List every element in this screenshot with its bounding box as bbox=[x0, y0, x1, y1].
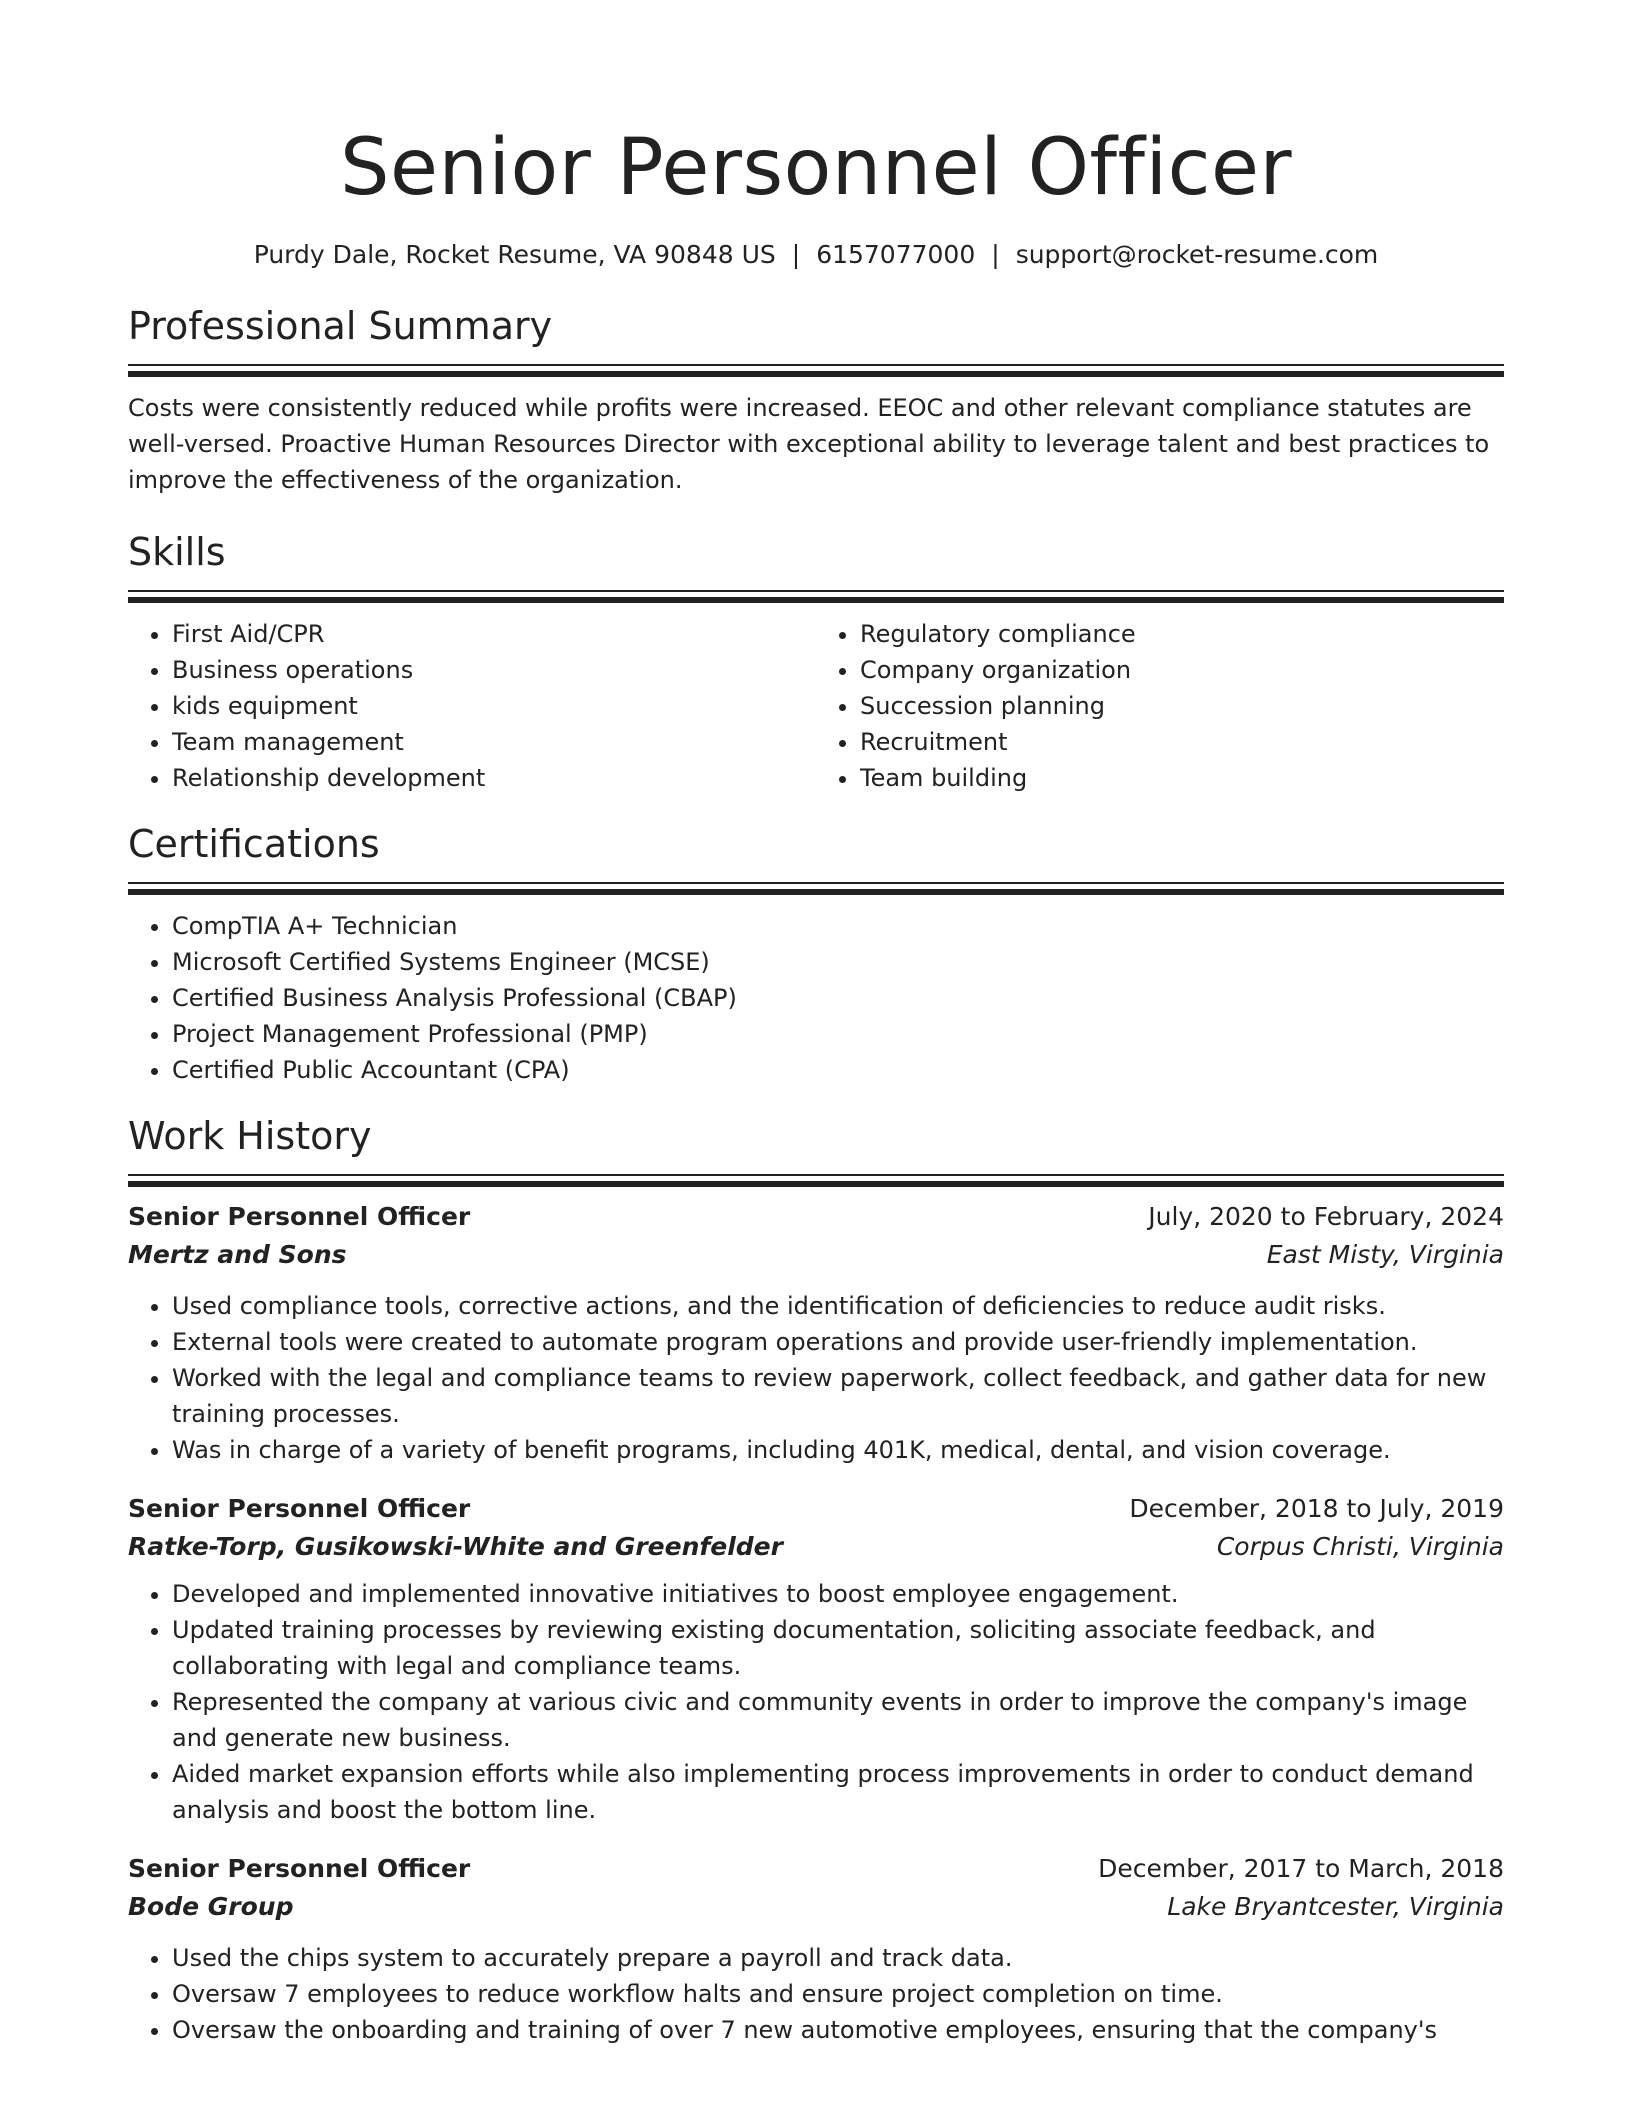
skills-columns bbox=[128, 616, 1504, 796]
list-item: • Recruitment bbox=[860, 724, 1504, 760]
job-company: Mertz and Sons bbox=[128, 1240, 347, 1269]
resume-page bbox=[128, 118, 1504, 2048]
section-divider bbox=[128, 590, 1504, 604]
list-item: • Was in charge of a variety of benefit programs, including 401K, medical, dental, and vision coverage. bbox=[172, 1432, 1504, 1468]
list-item: • Certified Public Accountant (CPA) bbox=[172, 1052, 1504, 1088]
skills-list-left bbox=[128, 616, 816, 796]
list-item: • Aided market expansion efforts while also implementing process improvements in order to conduct demand analysis and boost the bottom line. bbox=[172, 1756, 1504, 1828]
list-item: • Worked with the legal and compliance teams to review paperwork, collect feedback, and gather data for new training processes. bbox=[172, 1360, 1504, 1432]
certifications-section bbox=[128, 820, 1504, 1088]
section-title-skills: Skills bbox=[128, 530, 226, 574]
list-item: • Used the chips system to accurately prepare a payroll and track data. bbox=[172, 1940, 1504, 1976]
job-company: Ratke-Torp, Gusikowski-White and Greenfelder bbox=[128, 1532, 783, 1561]
list-item: • Regulatory compliance bbox=[860, 616, 1504, 652]
job-header bbox=[128, 1850, 1504, 1888]
section-divider bbox=[128, 882, 1504, 896]
contact-email: support@rocket-resume.com bbox=[1015, 240, 1379, 269]
list-item: • Team building bbox=[860, 760, 1504, 796]
job-header bbox=[128, 1490, 1504, 1528]
job-location: Corpus Christi, Virginia bbox=[1216, 1532, 1504, 1561]
list-item: • First Aid/CPR bbox=[172, 616, 816, 652]
job-subheader bbox=[128, 1888, 1504, 1926]
list-item: • kids equipment bbox=[172, 688, 816, 724]
job-bullets bbox=[128, 1576, 1504, 1828]
summary-section bbox=[128, 302, 1504, 498]
job-dates: December, 2017 to March, 2018 bbox=[1098, 1854, 1504, 1883]
job-subheader bbox=[128, 1528, 1504, 1566]
section-title-work-history: Work History bbox=[128, 1114, 372, 1158]
job-dates: July, 2020 to February, 2024 bbox=[1148, 1202, 1504, 1231]
list-item: • Developed and implemented innovative initiatives to boost employee engagement. bbox=[172, 1576, 1504, 1612]
job-subheader bbox=[128, 1236, 1504, 1274]
job-title: Senior Personnel Officer bbox=[128, 1854, 471, 1883]
contact-phone: 6157077000 bbox=[816, 240, 976, 269]
job-entry bbox=[128, 1490, 1504, 1828]
list-item: • Microsoft Certified Systems Engineer (MCSE) bbox=[172, 944, 1504, 980]
list-item: • Oversaw 7 employees to reduce workflow halts and ensure project completion on time. bbox=[172, 1976, 1504, 2012]
list-item: • CompTIA A+ Technician bbox=[172, 908, 1504, 944]
list-item: • External tools were created to automate program operations and provide user-friendly implementation. bbox=[172, 1324, 1504, 1360]
list-item: • Represented the company at various civic and community events in order to improve the company's image and generate new business. bbox=[172, 1684, 1504, 1756]
section-divider bbox=[128, 1174, 1504, 1188]
list-item: • Business operations bbox=[172, 652, 816, 688]
job-title: Senior Personnel Officer bbox=[128, 1494, 471, 1523]
work-history-section bbox=[128, 1112, 1504, 2048]
contact-address: Purdy Dale, Rocket Resume, VA 90848 US bbox=[253, 240, 776, 269]
contact-separator: | bbox=[991, 240, 1000, 269]
contact-separator: | bbox=[791, 240, 801, 269]
skills-list-right bbox=[816, 616, 1504, 796]
summary-text: Costs were consistently reduced while profits were increased. EEOC and other relevant compliance statutes are well-versed. Proactive Human Resources Director with exceptional ability to leverage talent and best practices to improve the effectiveness of the organization. bbox=[128, 394, 1490, 494]
list-item: • Oversaw the onboarding and training of over 7 new automotive employees, ensuring that the company's bbox=[172, 2012, 1504, 2048]
list-item: • Team management bbox=[172, 724, 816, 760]
job-location: Lake Bryantcester, Virginia bbox=[1167, 1892, 1504, 1921]
section-title-summary: Professional Summary bbox=[128, 304, 553, 348]
list-item: • Used compliance tools, corrective actions, and the identification of deficiencies to reduce audit risks. bbox=[172, 1288, 1504, 1324]
list-item: • Succession planning bbox=[860, 688, 1504, 724]
list-item: • Company organization bbox=[860, 652, 1504, 688]
job-dates: December, 2018 to July, 2019 bbox=[1129, 1494, 1504, 1523]
list-item: • Certified Business Analysis Professional (CBAP) bbox=[172, 980, 1504, 1016]
job-header bbox=[128, 1198, 1504, 1236]
skills-section bbox=[128, 528, 1504, 796]
job-entry bbox=[128, 1850, 1504, 2048]
job-title: Senior Personnel Officer bbox=[128, 1202, 471, 1231]
certifications-list bbox=[128, 908, 1504, 1088]
job-entry bbox=[128, 1198, 1504, 1468]
section-title-certifications: Certifications bbox=[128, 822, 380, 866]
section-divider bbox=[128, 364, 1504, 378]
job-bullets bbox=[128, 1940, 1504, 2048]
contact-line bbox=[128, 238, 1504, 272]
job-location: East Misty, Virginia bbox=[1266, 1240, 1504, 1269]
job-company: Bode Group bbox=[128, 1892, 294, 1921]
resume-name: Senior Personnel Officer bbox=[339, 123, 1293, 213]
list-item: • Updated training processes by reviewing existing documentation, soliciting associate feedback, and collaborating with legal and compliance teams. bbox=[172, 1612, 1504, 1684]
list-item: • Relationship development bbox=[172, 760, 816, 796]
list-item: • Project Management Professional (PMP) bbox=[172, 1016, 1504, 1052]
job-bullets bbox=[128, 1288, 1504, 1468]
